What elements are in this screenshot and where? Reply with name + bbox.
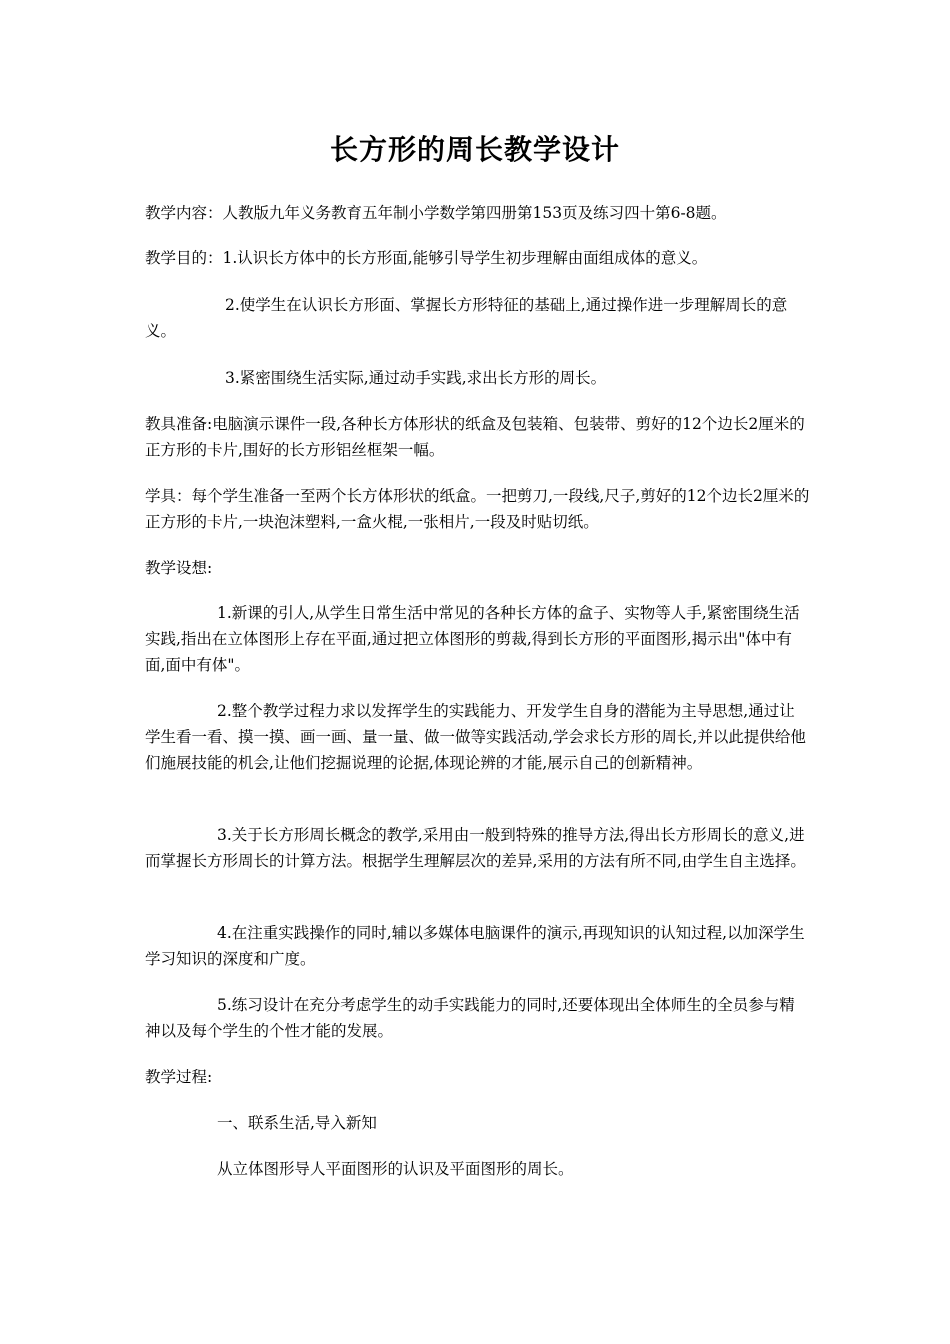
design-item-5: 5.练习设计在充分考虑学生的动手实践能力的同时,还要体现出全体师生的全员参与精神以及每个学生的个性才能的发展。 xyxy=(145,996,795,1040)
section-1-heading: 一、联系生活,导入新知 xyxy=(217,1114,377,1132)
teaching-tools-paragraph: 教具准备:电脑演示课件一段,各种长方体形状的纸盒及包装箱、包装带、剪好的12个边长2厘米的正方形的卡片,围好的长方形铝丝框架一幅。 xyxy=(145,415,805,459)
objective-3-paragraph: 3.紧密围绕生活实际,通过动手实践,求出长方形的周长。 xyxy=(225,369,607,387)
student-tools-paragraph: 学具：每个学生准备一至两个长方体形状的纸盒。一把剪刀,一段线,尺子,剪好的12个边长2厘米的正方形的卡片,一块泡沫塑料,一盒火棍,一张相片,一段及时贴切纸。 xyxy=(145,487,810,531)
teaching-content-paragraph: 教学内容：人教版九年义务教育五年制小学数学第四册第153页及练习四十第6-8题。 xyxy=(145,204,727,222)
design-item-4: 4.在注重实践操作的同时,辅以多媒体电脑课件的演示,再现知识的认知过程,以加深学生学习知识的深度和广度。 xyxy=(145,924,805,968)
process-heading: 教学过程: xyxy=(145,1068,213,1086)
objective-2-paragraph: 2.使学生在认识长方形面、掌握长方形特征的基础上,通过操作进一步理解周长的意义。 xyxy=(145,296,788,340)
design-item-2: 2.整个教学过程力求以发挥学生的实践能力、开发学生自身的潜能为主导思想,通过让学生看一看、摸一摸、画一画、量一量、做一做等实践活动,学会求长方形的周长,并以此提供给他们施展技能的机会,让他们挖掘说理的论据,体现论辨的才能,展示自己的创新精神。 xyxy=(145,702,806,772)
objective-1-paragraph: 教学目的：1.认识长方体中的长方形面,能够引导学生初步理解由面组成体的意义。 xyxy=(145,249,708,267)
design-heading: 教学设想: xyxy=(145,559,213,577)
document-title: 长方形的周长教学设计 xyxy=(329,133,620,166)
section-1-text: 从立体图形导人平面图形的认识及平面图形的周长。 xyxy=(217,1160,574,1178)
design-item-3: 3.关于长方形周长概念的教学,采用由一般到特殊的推导方法,得出长方形周长的意义,进而掌握长方形周长的计算方法。根据学生理解层次的差异,采用的方法有所不同,由学生自主选择。 xyxy=(145,826,806,870)
design-item-1: 1.新课的引人,从学生日常生活中常见的各种长方体的盒子、实物等人手,紧密围绕生活实践,指出在立体图形上存在平面,通过把立体图形的剪裁,得到长方形的平面图形,揭示出"体中有面,面中有体"。 xyxy=(145,604,800,674)
